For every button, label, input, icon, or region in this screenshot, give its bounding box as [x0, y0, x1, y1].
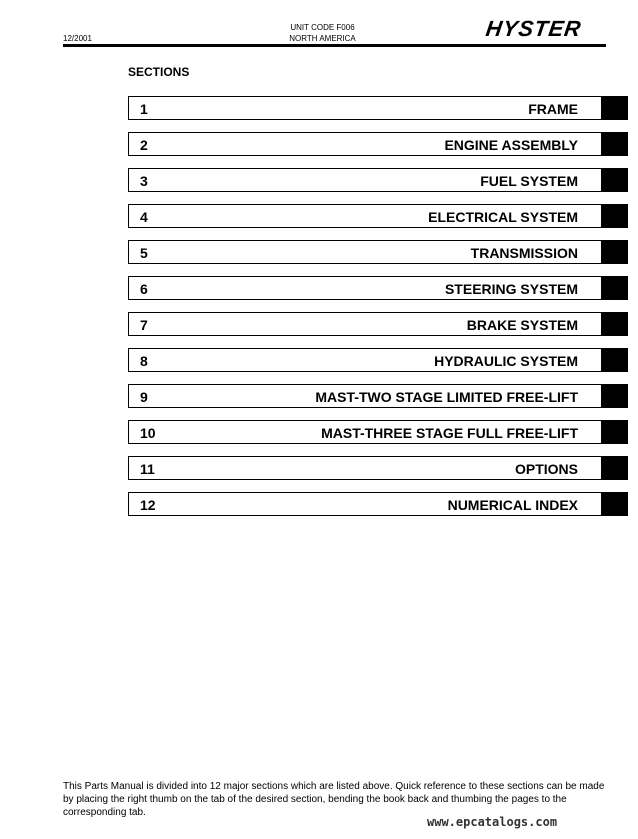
section-name: OPTIONS: [514, 461, 578, 477]
section-name: ENGINE ASSEMBLY: [444, 137, 578, 153]
brand-logo: HYSTER: [484, 16, 584, 41]
section-name: TRANSMISSION: [470, 245, 578, 261]
section-row-6[interactable]: [128, 276, 602, 300]
watermark: www.epcatalogs.com: [427, 815, 558, 829]
section-thumb-tab-6[interactable]: [602, 276, 628, 300]
section-row-8[interactable]: [128, 348, 602, 372]
section-thumb-tab-7[interactable]: [602, 312, 628, 336]
section-number: 3: [140, 173, 148, 189]
section-number: 12: [140, 497, 156, 513]
section-name: FRAME: [528, 101, 578, 117]
section-thumb-tab-2[interactable]: [602, 132, 628, 156]
section-row-4[interactable]: [128, 204, 602, 228]
section-number: 10: [140, 425, 156, 441]
section-name: ELECTRICAL SYSTEM: [428, 209, 578, 225]
section-thumb-tab-11[interactable]: [602, 456, 628, 480]
section-thumb-tab-1[interactable]: [602, 96, 628, 120]
section-number: 11: [140, 461, 155, 477]
section-name: STEERING SYSTEM: [444, 281, 578, 297]
section-row-2[interactable]: [128, 132, 602, 156]
section-row-10[interactable]: [128, 420, 602, 444]
section-name: NUMERICAL INDEX: [447, 497, 578, 513]
unit-code: UNIT CODE F006: [290, 23, 355, 32]
section-row-1[interactable]: [128, 96, 602, 120]
section-name: BRAKE SYSTEM: [466, 317, 578, 333]
section-row-12[interactable]: [128, 492, 602, 516]
section-name: MAST-THREE STAGE FULL FREE-LIFT: [321, 425, 578, 441]
section-number: 7: [140, 317, 148, 333]
section-number: 1: [140, 101, 148, 117]
section-row-11[interactable]: [128, 456, 602, 480]
header-unit-info: [250, 22, 395, 44]
section-thumb-tab-5[interactable]: [602, 240, 628, 264]
section-number: 2: [140, 137, 148, 153]
header-date: 12/2001: [63, 34, 92, 43]
sections-title: SECTIONS: [128, 65, 190, 79]
header-rule: [63, 44, 606, 47]
region: NORTH AMERICA: [289, 34, 356, 43]
section-row-3[interactable]: [128, 168, 602, 192]
footer-text: This Parts Manual is divided into 12 major sections which are listed above. Quick reference to these sections can be made by placing the right thumb on the tab of the desired section, bending the book back and thumbing the pages to the corresponding tab.: [63, 781, 605, 818]
section-thumb-tab-10[interactable]: [602, 420, 628, 444]
section-number: 8: [140, 353, 148, 369]
section-thumb-tab-3[interactable]: [602, 168, 628, 192]
section-thumb-tab-4[interactable]: [602, 204, 628, 228]
section-number: 6: [140, 281, 148, 297]
section-number: 4: [140, 209, 148, 225]
section-row-5[interactable]: [128, 240, 602, 264]
section-thumb-tab-8[interactable]: [602, 348, 628, 372]
section-thumb-tab-9[interactable]: [602, 384, 628, 408]
section-name: FUEL SYSTEM: [480, 173, 578, 189]
section-row-9[interactable]: [128, 384, 602, 408]
section-name: MAST-TWO STAGE LIMITED FREE-LIFT: [315, 389, 578, 405]
section-number: 5: [140, 245, 148, 261]
section-number: 9: [140, 389, 148, 405]
section-name: HYDRAULIC SYSTEM: [434, 353, 578, 369]
section-row-7[interactable]: [128, 312, 602, 336]
section-thumb-tab-12[interactable]: [602, 492, 628, 516]
